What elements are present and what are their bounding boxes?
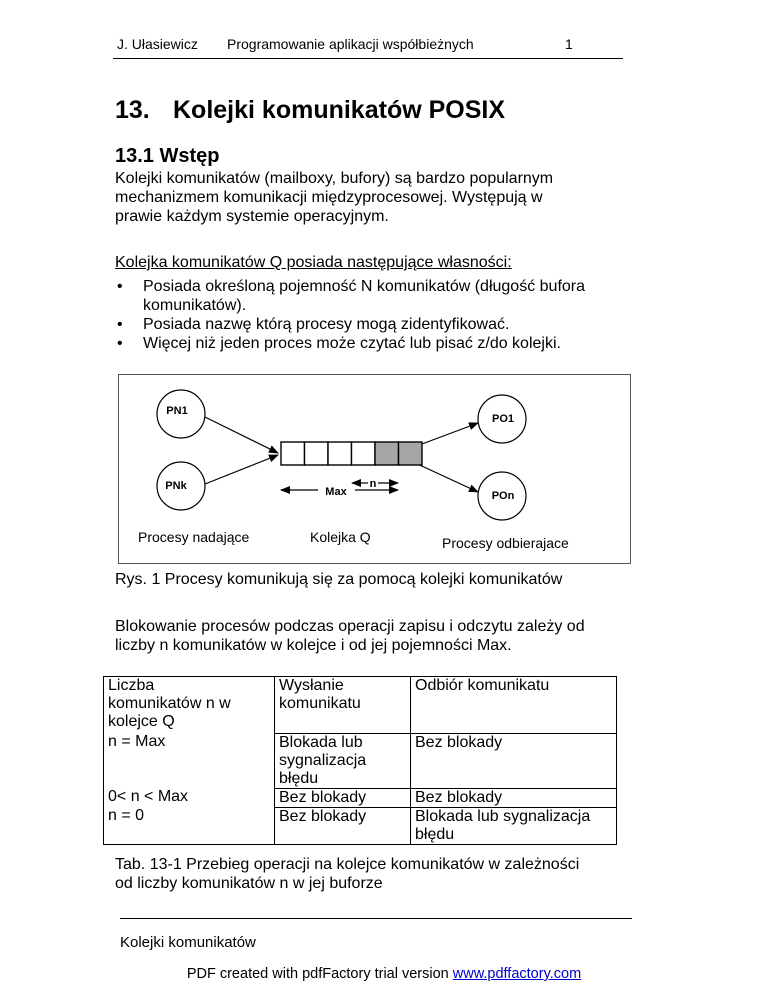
sender-process-pn1 bbox=[157, 390, 205, 438]
receiver-label: POn bbox=[491, 490, 515, 502]
table-row bbox=[104, 807, 617, 844]
table-cell bbox=[104, 788, 275, 807]
table-cell bbox=[275, 807, 411, 844]
properties-list bbox=[115, 277, 655, 353]
queue-slot-filled bbox=[375, 442, 399, 465]
queue-slot-empty bbox=[281, 442, 305, 465]
cell-line: błędu bbox=[279, 769, 319, 787]
cell-line: komunikatów n w bbox=[108, 695, 231, 712]
receivers-caption: Procesy odbierajace bbox=[442, 535, 569, 551]
receiver-process-pon bbox=[478, 472, 526, 520]
blocking-line: liczby n komunikatów w kolejce i od jej pojemności Max. bbox=[115, 637, 512, 654]
table-cell bbox=[411, 733, 617, 788]
table-row bbox=[104, 733, 617, 788]
cell-line: Bez blokady bbox=[279, 807, 367, 825]
receiver-process-po1 bbox=[478, 395, 526, 443]
intro-line: Kolejki komunikatów (mailboxy, bufory) są bardzo popularnym bbox=[115, 170, 554, 187]
section-title: 13.1 Wstęp bbox=[115, 145, 220, 167]
cell-line: Blokada lub sygnalizacja bbox=[415, 807, 591, 825]
list-item-text: Posiada nazwę którą procesy mogą zidentyfikować. bbox=[143, 316, 510, 333]
cell-line: Liczba bbox=[108, 677, 155, 694]
blocking-paragraph bbox=[115, 617, 655, 655]
table-caption-line: Tab. 13-1 Przebieg operacji na kolejce komunikatów w zależności bbox=[115, 856, 580, 873]
table-row bbox=[104, 788, 617, 807]
header-rule bbox=[113, 58, 623, 59]
cell-line: Blokada lub bbox=[279, 733, 363, 751]
list-item bbox=[115, 334, 655, 353]
table-cell bbox=[104, 733, 275, 788]
cell-line: błędu bbox=[415, 825, 455, 843]
header-cell-send bbox=[275, 677, 411, 734]
list-item-text: Więcej niż jeden proces może czytać lub pisać z/do kolejki. bbox=[143, 335, 561, 352]
n-label: n bbox=[369, 478, 377, 490]
cell-line: komunikatu bbox=[279, 695, 361, 712]
queue-slot-empty bbox=[305, 442, 329, 465]
header-course-title: Programowanie aplikacji współbieżnych bbox=[227, 36, 474, 52]
bullet-icon: • bbox=[117, 278, 123, 295]
queue-slot-empty bbox=[328, 442, 352, 465]
properties-heading: Kolejka komunikatów Q posiada następujące własności: bbox=[115, 254, 512, 271]
sender-label: PN1 bbox=[166, 405, 188, 417]
table-cell bbox=[411, 788, 617, 807]
queue-slot-empty bbox=[352, 442, 376, 465]
header-cell-receive bbox=[411, 677, 617, 734]
running-footer: Kolejki komunikatów bbox=[120, 934, 256, 951]
message-queue-diagram bbox=[118, 374, 631, 564]
cell-line: Bez blokady bbox=[415, 733, 503, 751]
queue-buffer bbox=[281, 442, 422, 465]
cell-line: Odbiór komunikatu bbox=[415, 677, 550, 694]
list-item-text: komunikatów). bbox=[143, 297, 247, 314]
header-page-number: 1 bbox=[565, 36, 573, 52]
chapter-number: 13. bbox=[115, 96, 150, 124]
table-caption bbox=[115, 855, 655, 893]
list-item bbox=[115, 277, 655, 315]
pdf-note-text: PDF created with pdfFactory trial version bbox=[186, 966, 453, 982]
table-cell bbox=[275, 733, 411, 788]
intro-line: prawie każdym systemie operacyjnym. bbox=[115, 208, 389, 225]
pdffactory-link[interactable]: www.pdffactory.com bbox=[452, 966, 582, 982]
chapter-title bbox=[115, 96, 505, 125]
chapter-title-text: Kolejki komunikatów POSIX bbox=[173, 96, 506, 124]
intro-line: mechanizmem komunikacji międzyprocesowej. Występują w bbox=[115, 189, 543, 206]
cell-line: n = Max bbox=[108, 733, 166, 750]
bullet-icon: • bbox=[117, 335, 123, 352]
queue-slot-filled bbox=[399, 442, 423, 465]
intro-paragraph bbox=[115, 169, 655, 226]
header-author: J. Ułasiewicz bbox=[117, 36, 198, 52]
bullet-icon: • bbox=[117, 316, 123, 333]
header-cell-count bbox=[104, 677, 275, 734]
table-cell bbox=[275, 788, 411, 807]
cell-line: Bez blokady bbox=[279, 788, 367, 806]
pdf-watermark-note bbox=[0, 966, 768, 982]
figure-caption: Rys. 1 Procesy komunikują się za pomocą kolejki komunikatów bbox=[115, 571, 563, 588]
cell-line: n = 0 bbox=[108, 807, 145, 824]
cell-line: Bez blokady bbox=[415, 788, 503, 806]
max-label: Max bbox=[325, 486, 347, 498]
cell-line: kolejce Q bbox=[108, 713, 175, 730]
table-caption-line: od liczby komunikatów n w jej buforze bbox=[115, 875, 383, 892]
list-item-text: Posiada określoną pojemność N komunikatów (długość bufora bbox=[143, 278, 586, 295]
blocking-table bbox=[103, 676, 617, 845]
list-item bbox=[115, 315, 655, 334]
cell-line: Wysłanie bbox=[279, 677, 344, 694]
blocking-line: Blokowanie procesów podczas operacji zapisu i odczytu zależy od bbox=[115, 618, 585, 635]
table-cell bbox=[104, 807, 275, 844]
cell-line: 0< n < Max bbox=[108, 788, 189, 805]
cell-line: sygnalizacja bbox=[279, 751, 367, 769]
queue-caption: Kolejka Q bbox=[310, 529, 371, 545]
sender-label: PNk bbox=[165, 480, 187, 492]
footer-rule bbox=[120, 918, 632, 919]
senders-caption: Procesy nadające bbox=[138, 529, 250, 545]
table-header-row bbox=[104, 677, 617, 734]
table-cell bbox=[411, 807, 617, 844]
sender-process-pnk bbox=[157, 462, 205, 510]
receiver-label: PO1 bbox=[491, 413, 515, 425]
